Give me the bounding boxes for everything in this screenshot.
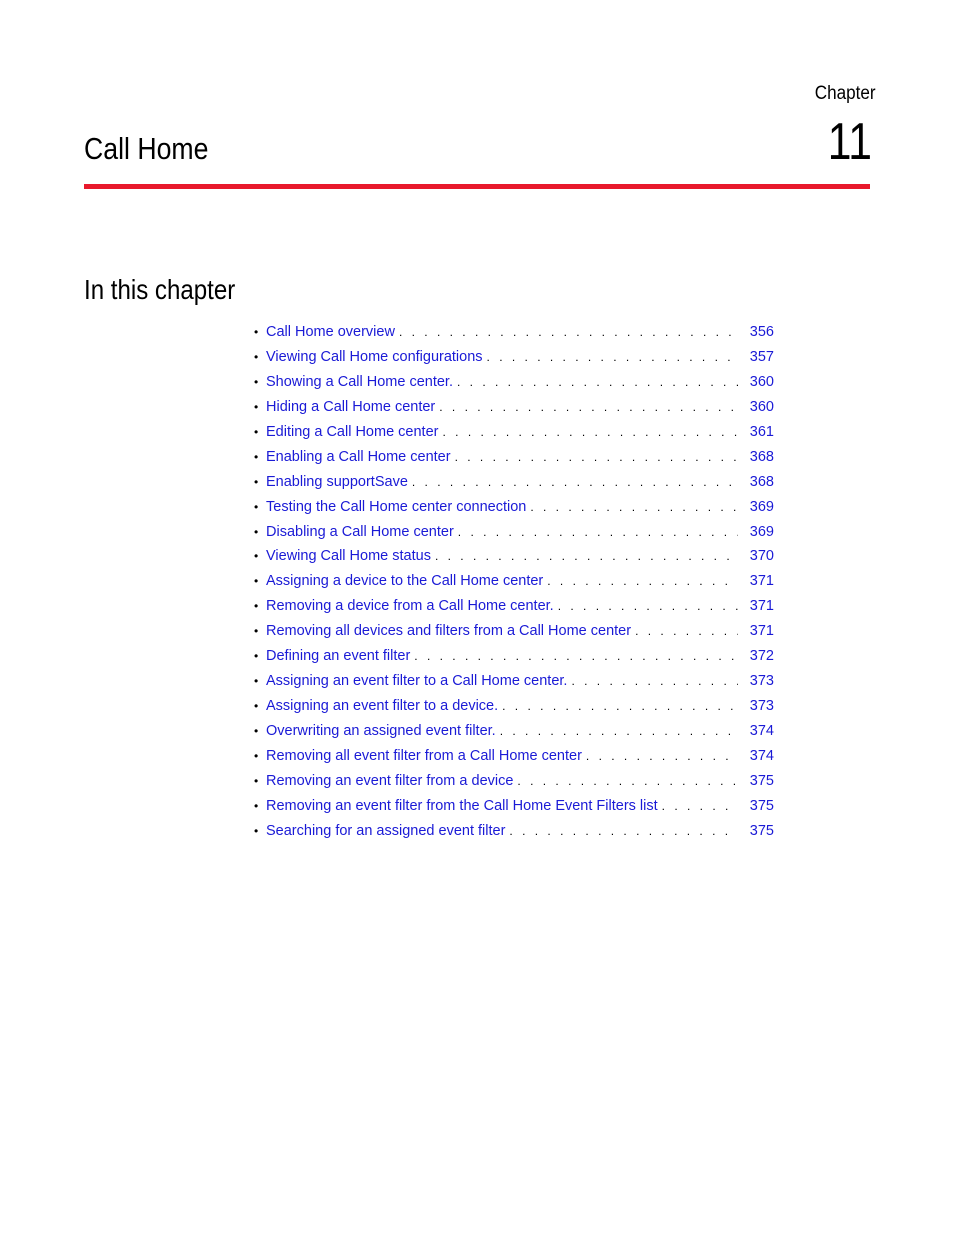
toc-entry[interactable] <box>254 694 774 719</box>
toc-entry-page-link[interactable]: 368 <box>749 473 774 490</box>
toc-entry[interactable] <box>254 669 774 694</box>
toc-entry[interactable] <box>254 420 774 445</box>
toc-entry-title-link[interactable]: Defining an event filter <box>266 648 411 665</box>
toc-entry-page-link[interactable]: 375 <box>749 772 774 789</box>
toc-entry-title-link[interactable]: Removing a device from a Call Home center. <box>266 598 554 615</box>
toc-entry[interactable] <box>254 544 774 569</box>
bullet-icon: • <box>254 699 259 714</box>
toc-entry-title-link[interactable]: Viewing Call Home status <box>266 548 431 565</box>
toc-entry-title-link[interactable]: Call Home overview <box>266 324 395 340</box>
toc-entry-title-link[interactable]: Removing an event filter from the Call Home Event Filters list <box>266 797 658 814</box>
dot-leader <box>412 470 738 495</box>
bullet-icon: • <box>254 325 259 339</box>
toc-entry[interactable] <box>254 370 774 395</box>
dot-leader <box>530 495 738 520</box>
toc-entry-page-link[interactable]: 369 <box>749 498 774 515</box>
toc-entry[interactable] <box>254 794 774 819</box>
toc-entry-title-link[interactable]: Enabling a Call Home center <box>266 448 451 465</box>
toc-entry-page-link[interactable]: 372 <box>749 648 774 665</box>
chapter-label: Chapter <box>815 83 876 104</box>
dot-leader <box>547 569 738 594</box>
toc-entry-title-link[interactable]: Assigning a device to the Call Home center <box>266 573 544 590</box>
toc-entry-title-link[interactable]: Hiding a Call Home center <box>266 398 436 415</box>
bullet-icon: • <box>254 524 259 539</box>
toc-entry-page-link[interactable]: 373 <box>749 698 774 715</box>
toc-entry-title-link[interactable]: Showing a Call Home center. <box>266 373 453 390</box>
dot-leader <box>662 794 738 819</box>
dot-leader <box>457 370 738 395</box>
toc-entry-title-link[interactable]: Removing all event filter from a Call Home center <box>266 747 582 764</box>
toc-entry-page-link[interactable]: 371 <box>749 623 774 640</box>
toc-entry-page-link[interactable]: 375 <box>749 797 774 814</box>
toc-entry-title-link[interactable]: Overwriting an assigned event filter. <box>266 723 496 739</box>
bullet-icon: • <box>254 773 259 788</box>
toc-entry-page-link[interactable]: 371 <box>749 573 774 590</box>
toc-entry-title-link[interactable]: Enabling supportSave <box>266 473 408 490</box>
toc-entry-page-link[interactable]: 374 <box>749 747 774 764</box>
toc-entry-title-link[interactable]: Removing all devices and filters from a Call Home center <box>266 623 632 640</box>
bullet-icon: • <box>254 499 259 514</box>
toc-entry-page-link[interactable]: 375 <box>749 822 774 839</box>
toc-entry-title-link[interactable]: Viewing Call Home configurations <box>266 348 483 365</box>
bullet-icon: • <box>254 549 259 564</box>
dot-leader <box>500 719 738 744</box>
dot-leader <box>571 669 738 694</box>
dot-leader <box>586 744 738 769</box>
bullet-icon: • <box>254 374 259 389</box>
toc-entry-page-link[interactable]: 356 <box>749 324 774 340</box>
toc-entry-title-link[interactable]: Testing the Call Home center connection <box>266 498 527 515</box>
toc-entry[interactable] <box>254 644 774 669</box>
toc-entry-page-link[interactable]: 360 <box>749 373 774 390</box>
toc-entry[interactable] <box>254 769 774 794</box>
toc-entry[interactable] <box>254 569 774 594</box>
dot-leader <box>439 395 738 420</box>
toc-entry-title-link[interactable]: Disabling a Call Home center <box>266 523 454 540</box>
toc-entry-page-link[interactable]: 373 <box>749 673 774 690</box>
bullet-icon: • <box>254 624 259 639</box>
dot-leader <box>399 320 738 345</box>
toc-entry[interactable] <box>254 320 774 345</box>
toc-entry[interactable] <box>254 744 774 769</box>
bullet-icon: • <box>254 574 259 589</box>
bullet-icon: • <box>254 599 259 614</box>
toc-entry[interactable] <box>254 470 774 495</box>
toc-entry-page-link[interactable]: 369 <box>749 523 774 540</box>
toc-entry-title-link[interactable]: Searching for an assigned event filter <box>266 822 506 839</box>
dot-leader <box>458 520 738 545</box>
bullet-icon: • <box>254 399 259 414</box>
bullet-icon: • <box>254 748 259 763</box>
toc-entry-page-link[interactable]: 374 <box>749 723 774 739</box>
bullet-icon: • <box>254 349 259 364</box>
dot-leader <box>635 619 738 644</box>
dot-leader <box>455 445 738 470</box>
toc-entry[interactable] <box>254 495 774 520</box>
toc-entry[interactable] <box>254 445 774 470</box>
dot-leader <box>517 769 738 794</box>
toc-entry[interactable] <box>254 819 774 844</box>
bullet-icon: • <box>254 649 259 664</box>
toc-entry[interactable] <box>254 719 774 744</box>
toc-entry-title-link[interactable]: Removing an event filter from a device <box>266 772 514 789</box>
dot-leader <box>442 420 738 445</box>
bullet-icon: • <box>254 449 259 464</box>
toc-entry[interactable] <box>254 619 774 644</box>
dot-leader <box>558 594 738 619</box>
toc-entry-title-link[interactable]: Editing a Call Home center <box>266 423 439 440</box>
toc-entry-title-link[interactable]: Assigning an event filter to a device. <box>266 698 499 715</box>
toc-entry[interactable] <box>254 520 774 545</box>
dot-leader <box>435 544 738 569</box>
chapter-number: 11 <box>827 113 872 171</box>
dot-leader <box>509 819 738 844</box>
dot-leader <box>487 345 738 370</box>
toc-entry-page-link[interactable]: 357 <box>749 348 774 365</box>
bullet-icon: • <box>254 424 259 439</box>
dot-leader <box>414 644 738 669</box>
section-heading: In this chapter <box>84 274 236 305</box>
toc-entry-page-link[interactable]: 371 <box>749 598 774 615</box>
dot-leader <box>502 694 738 719</box>
toc-entry-page-link[interactable]: 370 <box>749 548 774 565</box>
toc-entry-page-link[interactable]: 368 <box>749 448 774 465</box>
toc-entry-page-link[interactable]: 361 <box>749 423 774 440</box>
bullet-icon: • <box>254 474 259 489</box>
chapter-title-rule <box>84 184 870 189</box>
bullet-icon: • <box>254 798 259 813</box>
toc-entry[interactable] <box>254 594 774 619</box>
chapter-title: Call Home <box>84 131 209 166</box>
toc-list <box>254 320 774 844</box>
toc-entry-page-link[interactable]: 360 <box>749 398 774 415</box>
bullet-icon: • <box>254 823 259 838</box>
toc-entry[interactable] <box>254 345 774 370</box>
bullet-icon: • <box>254 724 259 738</box>
toc-entry-title-link[interactable]: Assigning an event filter to a Call Home center. <box>266 673 568 690</box>
bullet-icon: • <box>254 674 259 689</box>
toc-entry[interactable] <box>254 395 774 420</box>
